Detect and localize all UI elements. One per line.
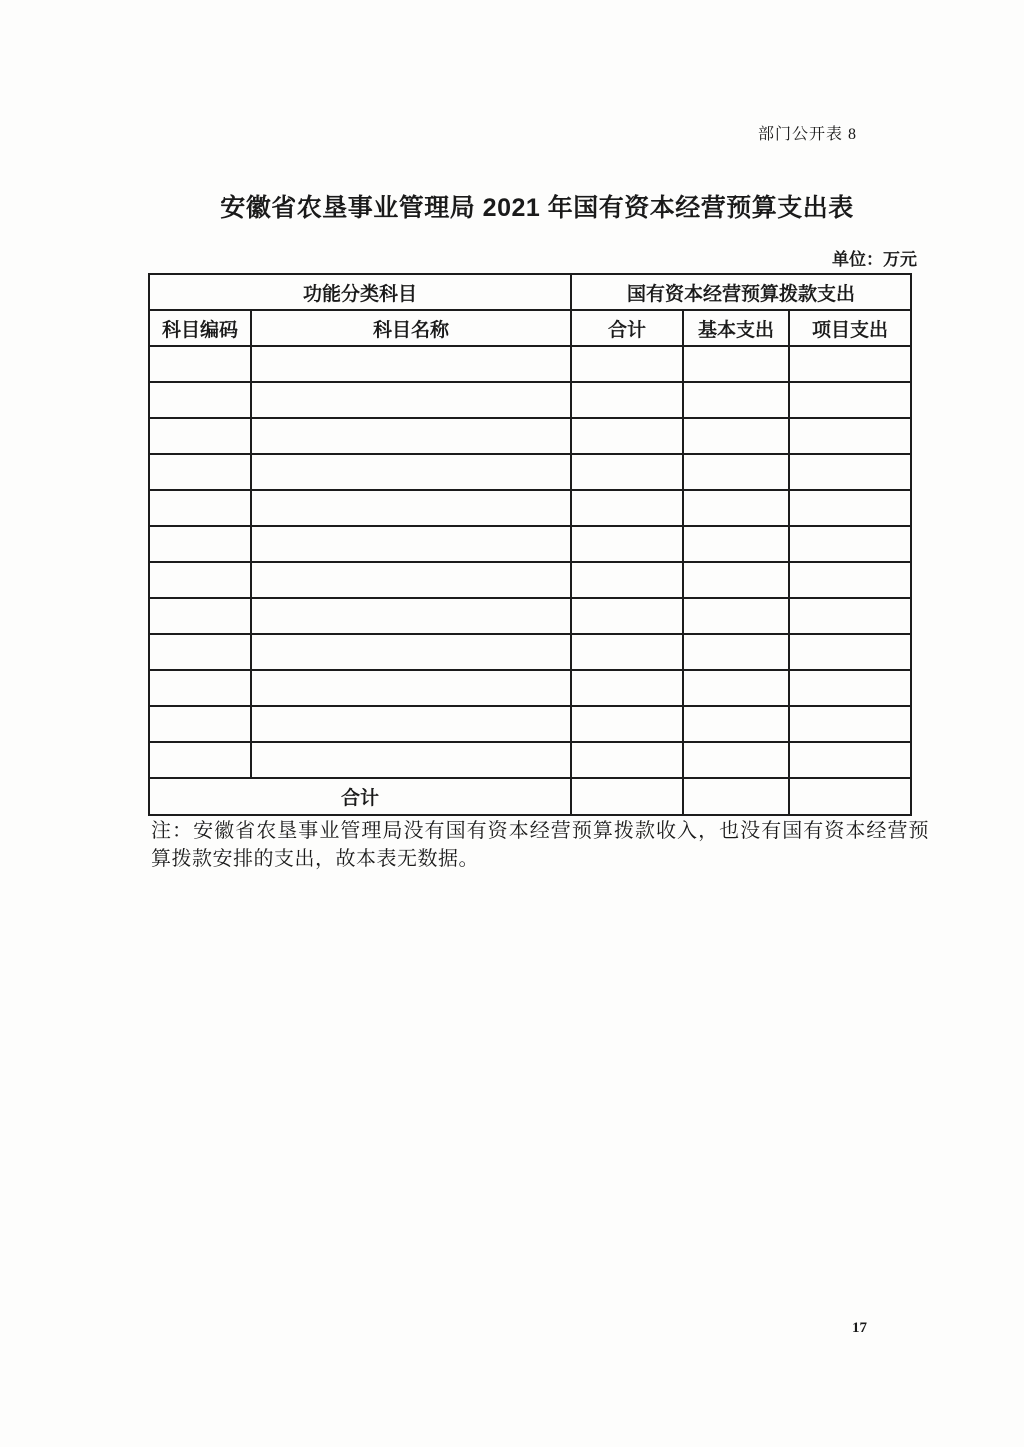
empty-row <box>149 454 911 490</box>
col-header-total: 合计 <box>571 310 683 346</box>
cell-basic-expenditure <box>683 562 789 598</box>
group-header-row <box>149 274 911 310</box>
total-row-sum-cell <box>571 778 683 815</box>
empty-row <box>149 706 911 742</box>
cell-subject-name <box>251 706 571 742</box>
empty-row <box>149 346 911 382</box>
cell-total <box>571 670 683 706</box>
cell-subject-code <box>149 598 251 634</box>
cell-subject-code <box>149 742 251 778</box>
cell-basic-expenditure <box>683 742 789 778</box>
cell-subject-code <box>149 490 251 526</box>
empty-row <box>149 490 911 526</box>
cell-subject-name <box>251 598 571 634</box>
cell-total <box>571 706 683 742</box>
cell-basic-expenditure <box>683 346 789 382</box>
unit-label: 单位：万元 <box>832 250 917 269</box>
cell-subject-name <box>251 634 571 670</box>
cell-project-expenditure <box>789 670 911 706</box>
empty-row <box>149 670 911 706</box>
cell-subject-code <box>149 382 251 418</box>
cell-project-expenditure <box>789 562 911 598</box>
cell-basic-expenditure <box>683 418 789 454</box>
col-header-project-expenditure: 项目支出 <box>789 310 911 346</box>
cell-subject-name <box>251 742 571 778</box>
cell-total <box>571 382 683 418</box>
col-header-subject-code: 科目编码 <box>149 310 251 346</box>
cell-project-expenditure <box>789 634 911 670</box>
cell-subject-code <box>149 418 251 454</box>
empty-row <box>149 742 911 778</box>
cell-project-expenditure <box>789 742 911 778</box>
cell-total <box>571 490 683 526</box>
cell-total <box>571 598 683 634</box>
cell-total <box>571 346 683 382</box>
cell-subject-name <box>251 670 571 706</box>
group-header-capital-budget-expenditure: 国有资本经营预算拨款支出 <box>571 274 911 310</box>
cell-subject-code <box>149 346 251 382</box>
page-number: 17 <box>852 1320 867 1336</box>
empty-row <box>149 634 911 670</box>
empty-row <box>149 526 911 562</box>
cell-subject-name <box>251 490 571 526</box>
cell-subject-code <box>149 670 251 706</box>
cell-subject-name <box>251 418 571 454</box>
cell-subject-name <box>251 526 571 562</box>
budget-expenditure-table <box>148 273 912 816</box>
cell-basic-expenditure <box>683 706 789 742</box>
cell-project-expenditure <box>789 382 911 418</box>
cell-basic-expenditure <box>683 382 789 418</box>
cell-subject-code <box>149 706 251 742</box>
col-header-subject-name: 科目名称 <box>251 310 571 346</box>
total-row-project-cell <box>789 778 911 815</box>
cell-total <box>571 634 683 670</box>
cell-project-expenditure <box>789 526 911 562</box>
table-body <box>149 346 911 778</box>
cell-basic-expenditure <box>683 454 789 490</box>
cell-basic-expenditure <box>683 490 789 526</box>
cell-project-expenditure <box>789 418 911 454</box>
group-header-functional-classification: 功能分类科目 <box>149 274 571 310</box>
cell-subject-code <box>149 634 251 670</box>
cell-basic-expenditure <box>683 598 789 634</box>
empty-row <box>149 598 911 634</box>
total-row <box>149 778 911 815</box>
empty-row <box>149 562 911 598</box>
cell-total <box>571 526 683 562</box>
cell-subject-code <box>149 562 251 598</box>
cell-project-expenditure <box>789 490 911 526</box>
cell-project-expenditure <box>789 346 911 382</box>
form-number-label: 部门公开表 8 <box>758 126 858 143</box>
total-row-basic-cell <box>683 778 789 815</box>
cell-basic-expenditure <box>683 526 789 562</box>
cell-subject-name <box>251 454 571 490</box>
cell-project-expenditure <box>789 706 911 742</box>
cell-total <box>571 562 683 598</box>
cell-total <box>571 742 683 778</box>
cell-total <box>571 418 683 454</box>
cell-basic-expenditure <box>683 634 789 670</box>
cell-subject-code <box>149 454 251 490</box>
cell-subject-name <box>251 382 571 418</box>
cell-total <box>571 454 683 490</box>
column-header-row <box>149 310 911 346</box>
empty-row <box>149 382 911 418</box>
cell-basic-expenditure <box>683 670 789 706</box>
page-title: 安徽省农垦事业管理局 2021 年国有资本经营预算支出表 <box>220 194 854 222</box>
cell-subject-name <box>251 562 571 598</box>
note-text: 注：安徽省农垦事业管理局没有国有资本经营预算拨款收入，也没有国有资本经营预算拨款安排的支出，故本表无数据。 <box>151 820 929 870</box>
total-row-label: 合计 <box>149 778 571 815</box>
cell-subject-name <box>251 346 571 382</box>
cell-project-expenditure <box>789 598 911 634</box>
empty-row <box>149 418 911 454</box>
col-header-basic-expenditure: 基本支出 <box>683 310 789 346</box>
cell-project-expenditure <box>789 454 911 490</box>
cell-subject-code <box>149 526 251 562</box>
